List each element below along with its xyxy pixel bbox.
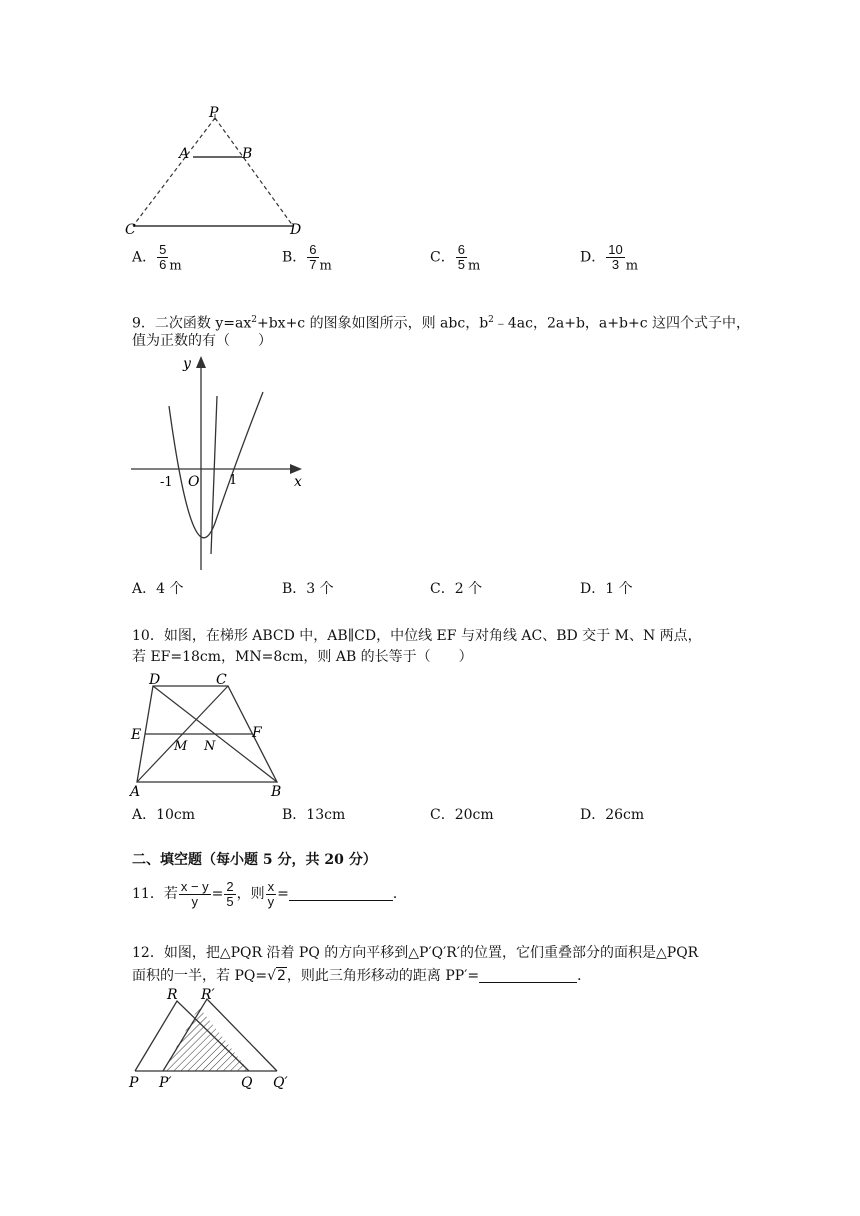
- q9-parabola-figure: [125, 352, 310, 574]
- q9-option-a: A．4 个: [132, 581, 184, 597]
- q10-text-line1: 10．如图，在梯形 ABCD 中，AB∥CD，中位线 EF 与对角线 AC、BD 交于 M、N 两点，: [132, 628, 702, 644]
- q8-option-c-letter: C．: [430, 249, 455, 266]
- q12-translation-figure: [125, 985, 305, 1095]
- q9-option-d: D．1 个: [580, 581, 633, 597]
- q12-sqrt: √2: [267, 968, 286, 984]
- q9-text-b: +bx+c 的图象如图所示，则 abc，b: [256, 315, 489, 332]
- q8-option-a: [132, 243, 182, 277]
- label-1: 1: [229, 473, 238, 488]
- label-q-prime: Q′: [273, 1075, 288, 1091]
- label-neg1: -1: [160, 475, 173, 490]
- label-n: N: [204, 739, 216, 754]
- q8-option-d-den: 3: [611, 257, 620, 272]
- label-b: B: [242, 146, 253, 162]
- q10-option-c: C．20cm: [430, 807, 494, 823]
- q11-mid: ，则: [236, 886, 265, 902]
- q11-frac3-num: x: [267, 878, 275, 894]
- q12-text-c: ．: [577, 968, 592, 984]
- q10-trapezoid-figure: [125, 668, 295, 802]
- label-p: P: [209, 105, 219, 121]
- q9-text-c: ﹣4ac，2a+b，a+b+c 这四个式子中，: [493, 315, 750, 332]
- overlap-shaded-region: [163, 1007, 249, 1071]
- label-d: D: [149, 672, 161, 688]
- q10-text-line2: 若 EF=18cm，MN=8cm，则 AB 的长等于（ ）: [132, 649, 473, 665]
- q8-option-b-fraction: [307, 243, 318, 272]
- label-c: C: [216, 672, 227, 688]
- pa-dashed-line: [133, 118, 215, 226]
- q8-option-d-unit: m: [625, 258, 639, 274]
- label-c: C: [125, 222, 136, 238]
- q11-eq: =: [211, 886, 224, 902]
- q8-option-a-fraction: [157, 243, 168, 272]
- q8-option-c-den: 5: [457, 257, 465, 272]
- q9-sup2: 2: [488, 315, 494, 325]
- label-p: P: [129, 1075, 139, 1091]
- label-b: B: [271, 784, 282, 800]
- q8-option-d-num: 10: [608, 242, 623, 257]
- q10-option-a: A．10cm: [132, 807, 196, 823]
- q12-text-line2: [132, 966, 591, 986]
- label-r: R: [167, 987, 178, 1003]
- q11-fraction-2: [224, 880, 235, 909]
- y-axis-arrow: [196, 356, 206, 368]
- q12-answer-blank[interactable]: [479, 968, 577, 983]
- q11-line: [132, 872, 407, 916]
- label-r-prime: R′: [201, 987, 215, 1003]
- q8-option-a-letter: A．: [132, 249, 157, 266]
- q8-option-d-letter: D．: [580, 249, 606, 266]
- pb-dashed-line: [215, 118, 293, 226]
- q10-option-b: B．13cm: [282, 807, 346, 823]
- q12-sqrt-radicand: 2: [277, 968, 286, 984]
- q11-suffix: ．: [392, 886, 407, 902]
- label-p-prime: P′: [159, 1075, 172, 1091]
- q9-option-c: C．2 个: [430, 581, 483, 597]
- q8-option-b: [282, 243, 332, 277]
- q8-option-b-num: 6: [309, 242, 317, 257]
- label-d: D: [290, 222, 302, 238]
- q8-option-a-unit: m: [169, 258, 182, 274]
- q8-option-d: [580, 243, 638, 277]
- q8-option-b-den: 7: [309, 257, 317, 272]
- q9-text-a: 9．二次函数 y=ax: [132, 315, 252, 332]
- label-a: A: [179, 146, 190, 162]
- q12-text-b: ，则此三角形移动的距离 PP′=: [286, 968, 480, 984]
- q8-option-b-unit: m: [319, 258, 332, 274]
- q11-frac3-den: y: [267, 893, 275, 909]
- q11-answer-blank[interactable]: [289, 886, 393, 901]
- q11-prefix: 11．若: [132, 886, 178, 902]
- label-o: O: [188, 474, 200, 490]
- q11-frac2-den: 5: [226, 893, 234, 909]
- q8-option-c-num: 6: [457, 242, 465, 257]
- label-a: A: [130, 784, 141, 800]
- q8-figure: [125, 100, 315, 240]
- q8-option-a-den: 6: [159, 257, 167, 272]
- q9-option-b: B．3 个: [282, 581, 334, 597]
- q11-fraction-3: [266, 880, 277, 909]
- q8-option-c-fraction: [456, 243, 467, 272]
- q11-frac1-num: x − y: [180, 878, 209, 894]
- section-2-title: 二、填空题（每小题 5 分，共 20 分）: [132, 852, 377, 868]
- q8-option-b-letter: B．: [282, 249, 307, 266]
- label-y: y: [183, 356, 191, 372]
- q9-sup1: 2: [251, 315, 257, 325]
- q11-frac1-den: y: [191, 893, 198, 909]
- q8-option-c: [430, 243, 480, 277]
- q12-text-line1: 12．如图，把△PQR 沿着 PQ 的方向平移到△P′Q′R′的位置，它们重叠部分的面积是△PQR: [132, 945, 699, 961]
- q11-eq2: =: [277, 886, 289, 902]
- label-m: M: [174, 739, 188, 754]
- q10-option-d: D．26cm: [580, 807, 645, 823]
- label-x: x: [294, 474, 302, 490]
- label-e: E: [131, 727, 142, 743]
- q11-frac2-num: 2: [226, 878, 234, 894]
- q9-text-line2: 值为正数的有（ ）: [132, 333, 272, 349]
- q8-option-a-num: 5: [159, 242, 167, 257]
- q8-option-c-unit: m: [467, 258, 481, 274]
- x-axis-arrow: [290, 464, 302, 474]
- q12-text-a: 面积的一半，若 PQ=: [132, 968, 268, 984]
- q8-option-d-fraction: [606, 243, 624, 272]
- q11-fraction-1: [179, 880, 211, 909]
- label-q: Q: [241, 1075, 253, 1091]
- label-f: F: [252, 725, 262, 741]
